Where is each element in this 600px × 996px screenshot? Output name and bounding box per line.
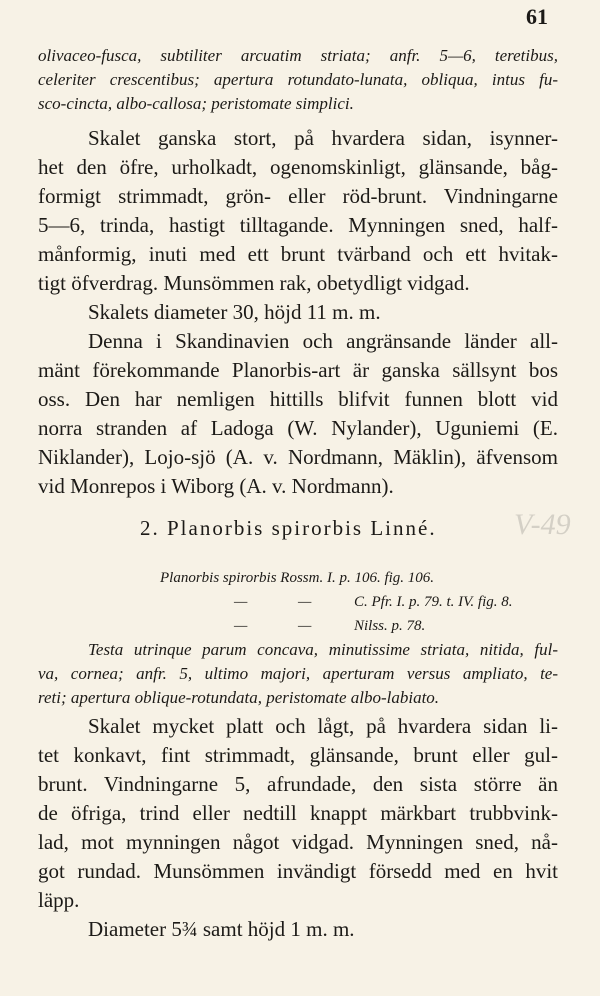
paragraph-2 xyxy=(38,298,558,327)
synonymy-dash: — xyxy=(298,594,312,610)
text-line: celeriter crescentibus; apertura rotundato-lunata, obliqua, intus fu- xyxy=(38,70,558,89)
text-line: got rundad. Munsömmen invändigt försedd med en hvit xyxy=(38,859,558,883)
text-line: het den öfre, urholkadt, ogenomskinligt, glänsande, båg- xyxy=(38,155,558,179)
synonymy-line: C. Pfr. I. p. 79. t. IV. fig. 8. xyxy=(354,594,513,610)
text-line: Niklander), Lojo-sjö (A. v. Nordmann, Mäklin), äfvensom xyxy=(38,445,558,469)
paragraph-5 xyxy=(38,915,558,944)
text-line: vid Monrepos i Wiborg (A. v. Nordmann). xyxy=(38,474,394,498)
synonymy-dash: — xyxy=(234,594,248,610)
text-line: Skalet mycket platt och lågt, på hvardera sidan li- xyxy=(88,714,558,738)
text-line: Skalets diameter 30, höjd 11 m. m. xyxy=(88,300,381,324)
text-line: Denna i Skandinavien och angränsande länder all- xyxy=(88,329,558,353)
section-heading: 2. Planorbis spirorbis Linné. xyxy=(140,516,437,540)
text-line: oss. Den har nemligen hittills blifvit funnen blott vid xyxy=(38,387,558,411)
synonymy-dash: — xyxy=(234,618,248,634)
latin-description-2 xyxy=(38,638,558,710)
text-line: va, cornea; anfr. 5, ultimo majori, aperturam versus ampliato, te- xyxy=(38,664,558,683)
text-line: månformig, inuti med ett brunt tvärband och ett hvitak- xyxy=(38,242,558,266)
text-line: formigt strimmadt, grön- eller röd-brunt. Vindningarne xyxy=(38,184,558,208)
margin-stamp: V-49 xyxy=(514,508,571,541)
page-number: 61 xyxy=(526,4,548,29)
paragraph-3 xyxy=(38,327,558,501)
text-line: lad, mot mynningen något vidgad. Mynningen sned, nå- xyxy=(38,830,558,854)
synonymy-dash: — xyxy=(298,618,312,634)
text-line: tigt öfverdrag. Munsömmen rak, obetydligt vidgad. xyxy=(38,271,470,295)
text-line: sco-cincta, albo-callosa; peristomate simplici. xyxy=(38,94,354,113)
text-line: Diameter 5¾ samt höjd 1 m. m. xyxy=(88,917,355,941)
text-line: de öfriga, trind eller nedtill knappt märkbart trubbvink- xyxy=(38,801,558,825)
paragraph-4 xyxy=(38,712,558,915)
latin-description-1 xyxy=(38,44,558,116)
paragraph-1 xyxy=(38,124,558,298)
text-line: brunt. Vindningarne 5, afrundade, den sista större än xyxy=(38,772,558,796)
synonymy-line: Nilss. p. 78. xyxy=(354,618,426,634)
synonymy-line: Planorbis spirorbis Rossm. I. p. 106. fig. 106. xyxy=(160,570,435,586)
text-line: mänt förekommande Planorbis-art är ganska sällsynt bos xyxy=(38,358,558,382)
text-line: Testa utrinque parum concava, minutissime striata, nitida, ful- xyxy=(88,640,558,659)
text-line: reti; apertura oblique-rotundata, peristomate albo-labiato. xyxy=(38,688,440,707)
text-line: Skalet ganska stort, på hvardera sidan, isynner- xyxy=(88,126,558,150)
text-line: olivaceo-fusca, subtiliter arcuatim striata; anfr. 5—6, teretibus, xyxy=(38,46,558,65)
text-line: läpp. xyxy=(38,888,80,912)
text-line: tet konkavt, fint strimmadt, glänsande, brunt eller gul- xyxy=(38,743,558,767)
text-line: norra stranden af Ladoga (W. Nylander), Uguniemi (E. xyxy=(38,416,558,440)
text-line: 5—6, trinda, hastigt tilltagande. Mynningen sned, half- xyxy=(38,213,558,237)
